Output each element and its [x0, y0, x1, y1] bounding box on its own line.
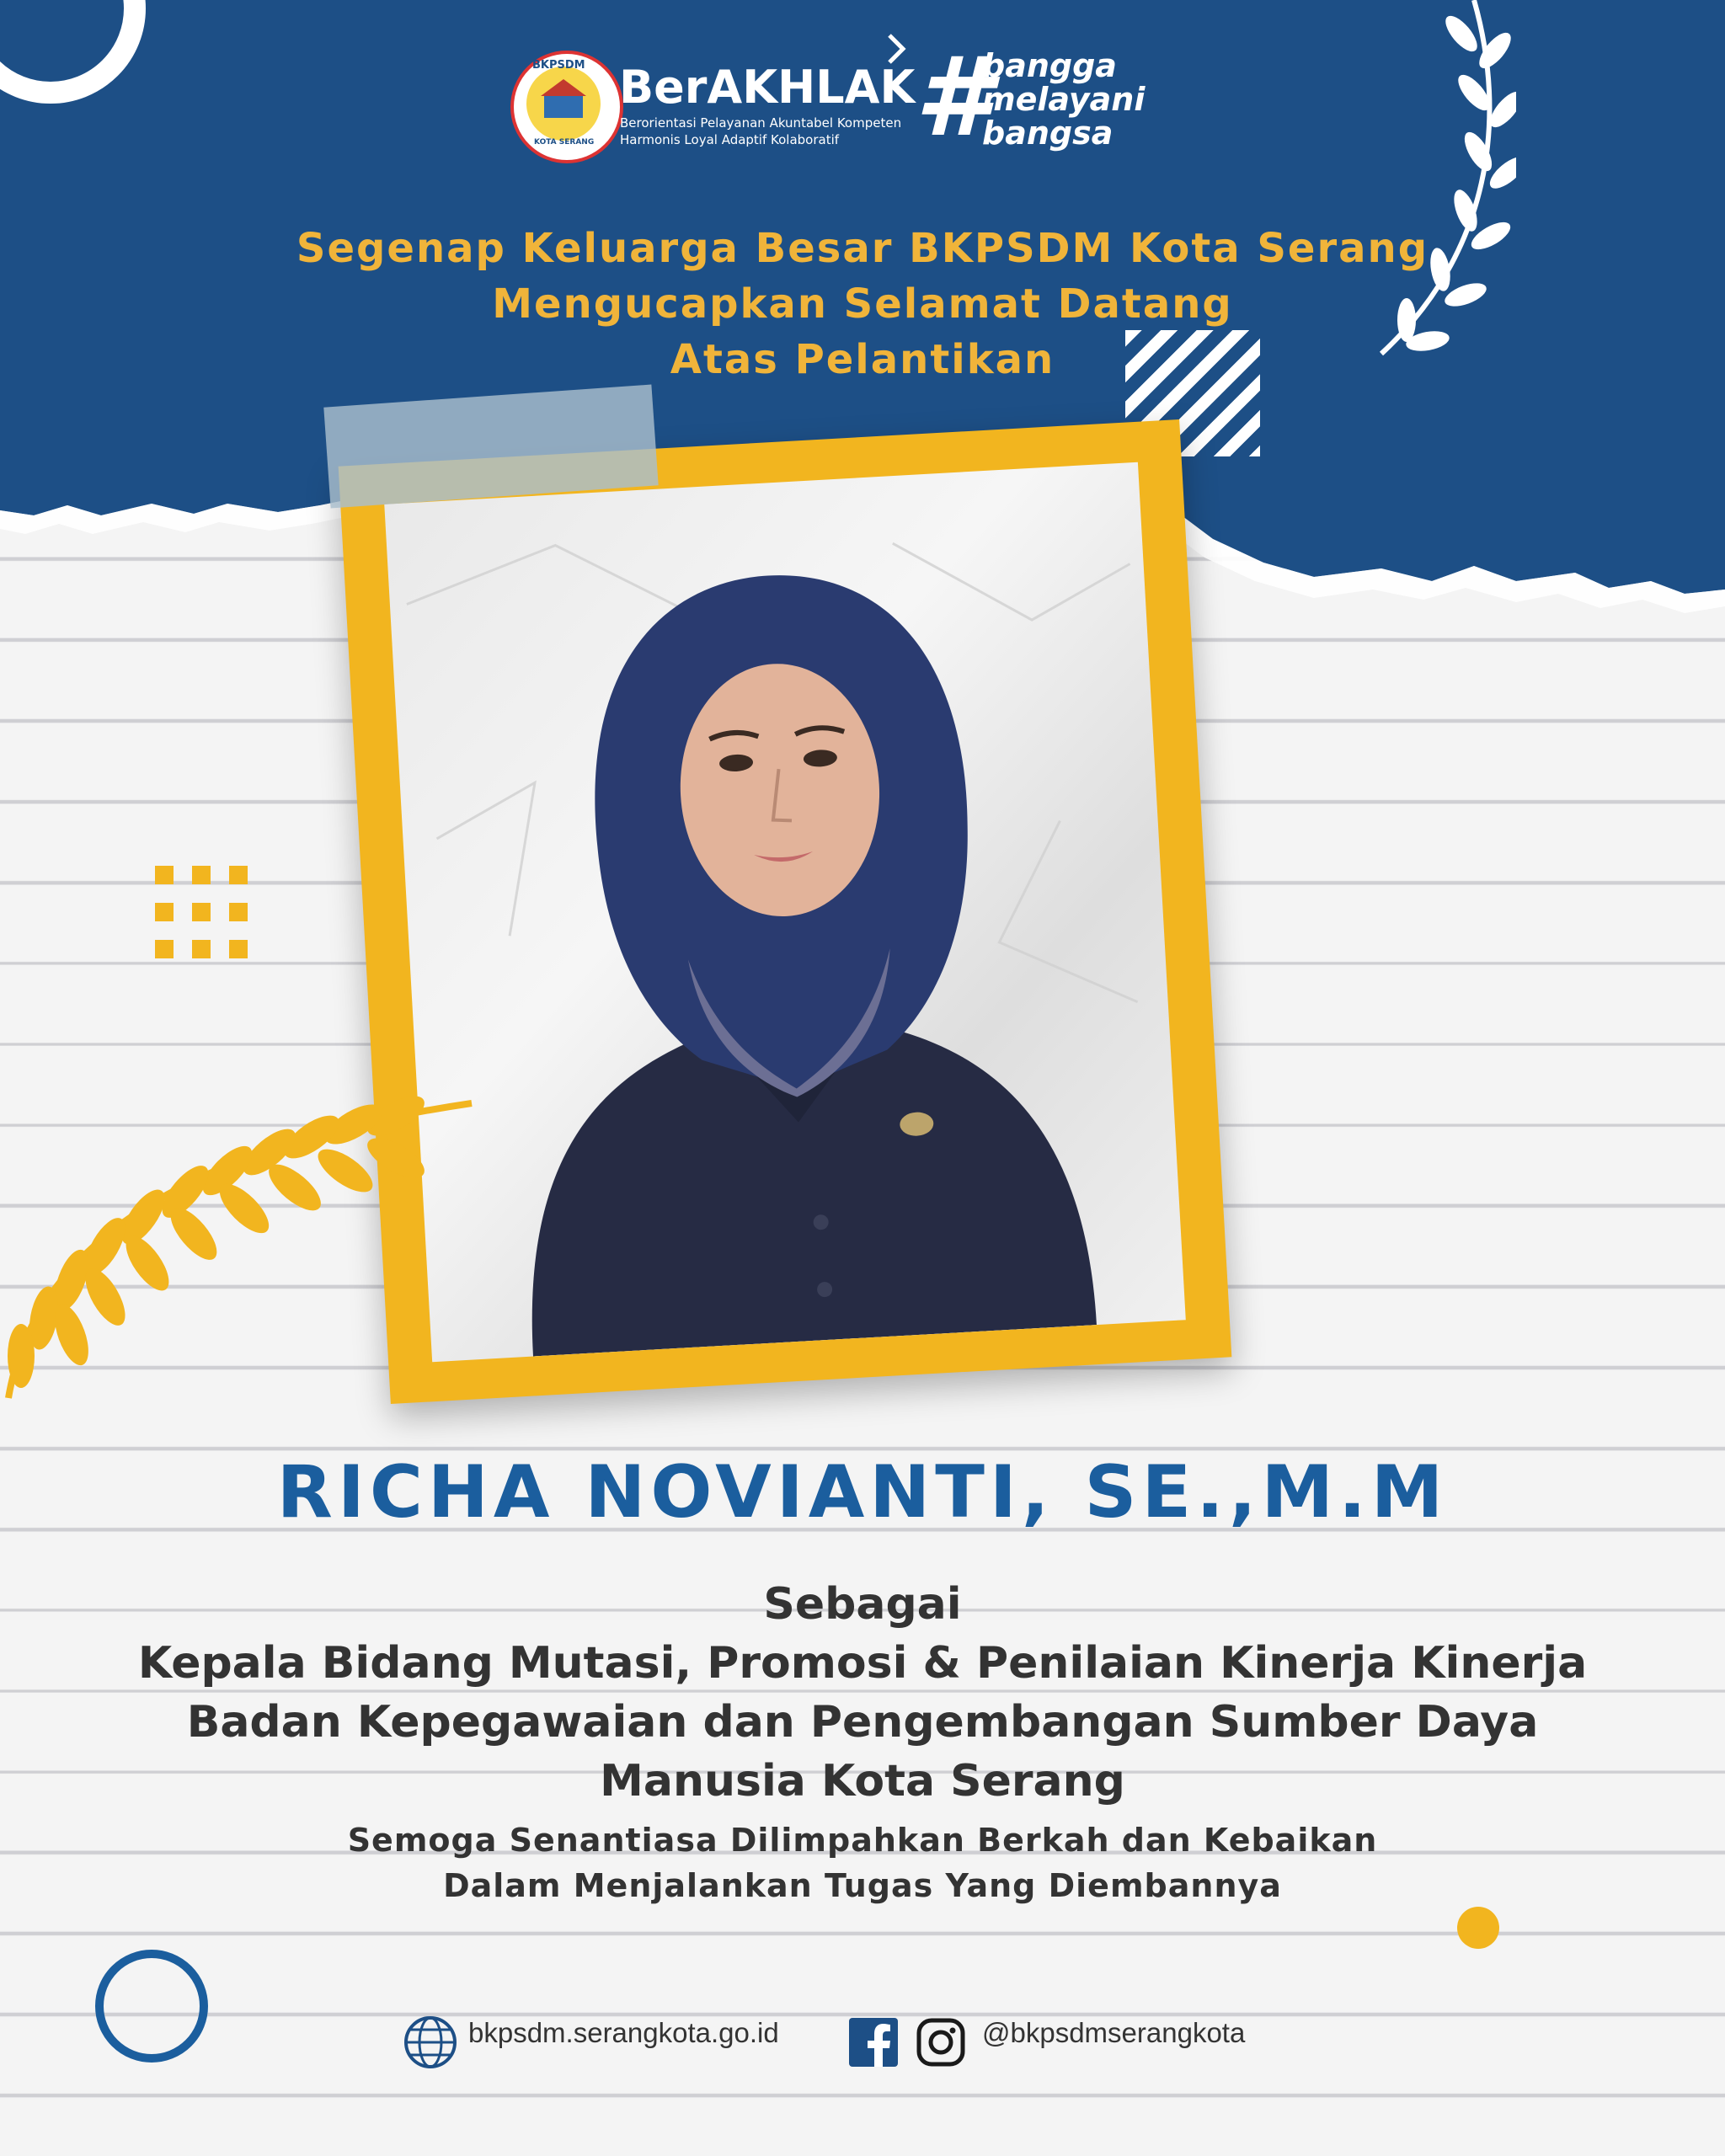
person-name: RICHA NOVIANTI, SE.,M.M: [276, 1450, 1449, 1534]
facebook-icon[interactable]: [849, 2018, 898, 2067]
greeting-line-3: Atas Pelantikan: [670, 336, 1055, 383]
hashtag-word-3: bangsa: [982, 115, 1114, 152]
gold-dot-decoration: [1455, 1905, 1501, 1951]
greeting-message: [0, 221, 1725, 387]
logo-text-top: BKPSDM: [532, 59, 585, 72]
wish-line-2: Dalam Menjalankan Tugas Yang Diembannya: [443, 1867, 1282, 1904]
berakhlak-tagline-line2: Harmonis Loyal Adaptif Kolaboratif: [620, 132, 840, 147]
berakhlak-tagline-line1: Berorientasi Pelayanan Akuntabel Kompeten: [620, 115, 902, 131]
berakhlak-logo-text: BerAKHLAK: [619, 61, 916, 114]
hashtag-word-2: melayani: [982, 81, 1146, 118]
position-line-1: Sebagai: [763, 1579, 962, 1630]
hashtag-symbol: #: [915, 33, 991, 161]
position-line-3: Badan Kepegawaian dan Pengembangan Sumber Daya: [186, 1697, 1539, 1748]
berakhlak-tagline: [620, 115, 901, 148]
wish-line-1: Semoga Senantiasa Dilimpahkan Berkah dan Kebaikan: [347, 1822, 1378, 1859]
hashtag-slogan: [982, 49, 1145, 150]
hashtag-word-1: bangga: [982, 47, 1117, 84]
wish-message: [0, 1817, 1725, 1908]
greeting-line-1: Segenap Keluarga Besar BKPSDM Kota Serang: [296, 225, 1429, 272]
instagram-icon[interactable]: [916, 2018, 965, 2067]
blue-ring-decoration: [91, 1945, 212, 2067]
wheat-branch-decoration: [0, 1078, 505, 1415]
bkpsdm-logo: [510, 51, 623, 163]
position-title: [0, 1575, 1725, 1811]
logo-text-bottom: KOTA SERANG: [534, 138, 595, 147]
position-line-2: Kepala Bidang Mutasi, Promosi & Penilaian Kinerja Kinerja: [137, 1638, 1588, 1689]
chevron-right-icon: [884, 32, 910, 66]
social-handle[interactable]: @bkpsdmserangkota: [982, 2017, 1246, 2048]
decorative-ring-topleft: [0, 0, 152, 118]
website-link[interactable]: bkpsdm.serangkota.go.id: [468, 2017, 779, 2048]
dot-grid-decoration: [155, 866, 256, 967]
greeting-line-2: Mengucapkan Selamat Datang: [492, 280, 1233, 328]
position-line-4: Manusia Kota Serang: [600, 1756, 1125, 1806]
globe-icon: [403, 2015, 458, 2070]
